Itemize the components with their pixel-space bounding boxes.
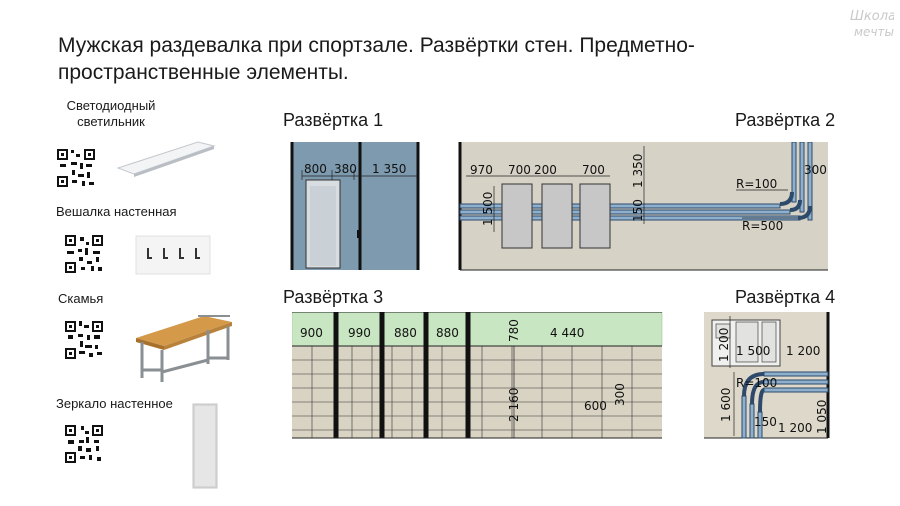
w3-dim-880b: 880 bbox=[436, 326, 459, 340]
w3-dim-880a: 880 bbox=[394, 326, 417, 340]
w3-dim-4440: 4 440 bbox=[550, 326, 585, 340]
w2-dim-r500: R=500 bbox=[742, 219, 784, 233]
w1-dim-800: 800 bbox=[304, 162, 327, 176]
wall4-elevation bbox=[704, 312, 830, 440]
w4-dim-1600: 1 600 bbox=[719, 387, 733, 422]
school-logo bbox=[848, 6, 894, 40]
w4-dim-1500: 1 500 bbox=[736, 344, 771, 358]
w2-dim-300: 300 bbox=[804, 163, 827, 177]
w2-dim-200: 200 bbox=[534, 163, 557, 177]
w2-dim-r100: R=100 bbox=[736, 177, 778, 191]
w1-dim-1350: 1 350 bbox=[372, 162, 407, 176]
wall4-label: Развёртка 4 bbox=[735, 287, 836, 307]
w1-dim-380: 380 bbox=[334, 162, 357, 176]
wall2-label: Развёртка 2 bbox=[735, 110, 836, 130]
led-lamp-icon bbox=[116, 138, 216, 180]
w4-dim-150: 150 bbox=[754, 415, 777, 429]
w3-dim-900: 900 bbox=[300, 326, 323, 340]
w3-dim-2160: 2 160 bbox=[507, 387, 521, 422]
w4-dim-1050: 1 050 bbox=[815, 399, 829, 434]
w4-dim-1200a: 1 200 bbox=[717, 327, 731, 362]
w2-dim-1500: 1 500 bbox=[481, 191, 495, 226]
w4-dim-r100: R=100 bbox=[736, 376, 778, 390]
item-label-wall-mirror: Зеркало настенное bbox=[56, 396, 173, 411]
item-label-led-lamp: Светодиодный светильник bbox=[66, 98, 156, 129]
wall3-elevation bbox=[292, 312, 664, 440]
qr-code-icon[interactable] bbox=[64, 234, 104, 274]
w2-dim-700b: 700 bbox=[582, 163, 605, 177]
wall-mirror-icon bbox=[192, 403, 218, 489]
qr-code-icon[interactable] bbox=[56, 148, 96, 188]
qr-code-icon[interactable] bbox=[64, 424, 104, 464]
logo-line1: Школа bbox=[850, 9, 894, 24]
item-label-wall-hanger: Вешалка настенная bbox=[56, 204, 177, 219]
w2-dim-700a: 700 bbox=[508, 163, 531, 177]
w3-dim-780: 780 bbox=[507, 319, 521, 342]
item-label-bench: Скамья bbox=[58, 291, 104, 306]
wall1-label: Развёртка 1 bbox=[283, 110, 384, 130]
w3-dim-990: 990 bbox=[348, 326, 371, 340]
bench-icon bbox=[134, 308, 234, 384]
wall1-elevation bbox=[290, 142, 420, 272]
page-title: Мужская раздевалка при спортзале. Развёртки стен. Предметно-пространственные элементы. bbox=[58, 34, 695, 84]
wall3-label: Развёртка 3 bbox=[283, 287, 384, 307]
w2-dim-970: 970 bbox=[470, 163, 493, 177]
qr-code-icon[interactable] bbox=[64, 320, 104, 360]
w2-dim-1350: 1 350 bbox=[631, 153, 645, 188]
w2-dim-150: 150 bbox=[631, 199, 645, 222]
w4-dim-1200c: 1 200 bbox=[778, 421, 813, 435]
wall2-elevation bbox=[458, 142, 830, 272]
w4-dim-1200b: 1 200 bbox=[786, 344, 821, 358]
w3-dim-300: 300 bbox=[613, 383, 627, 406]
wall-hanger-icon bbox=[134, 234, 212, 276]
logo-line2: мечты bbox=[854, 25, 894, 39]
w3-dim-600: 600 bbox=[584, 399, 607, 413]
